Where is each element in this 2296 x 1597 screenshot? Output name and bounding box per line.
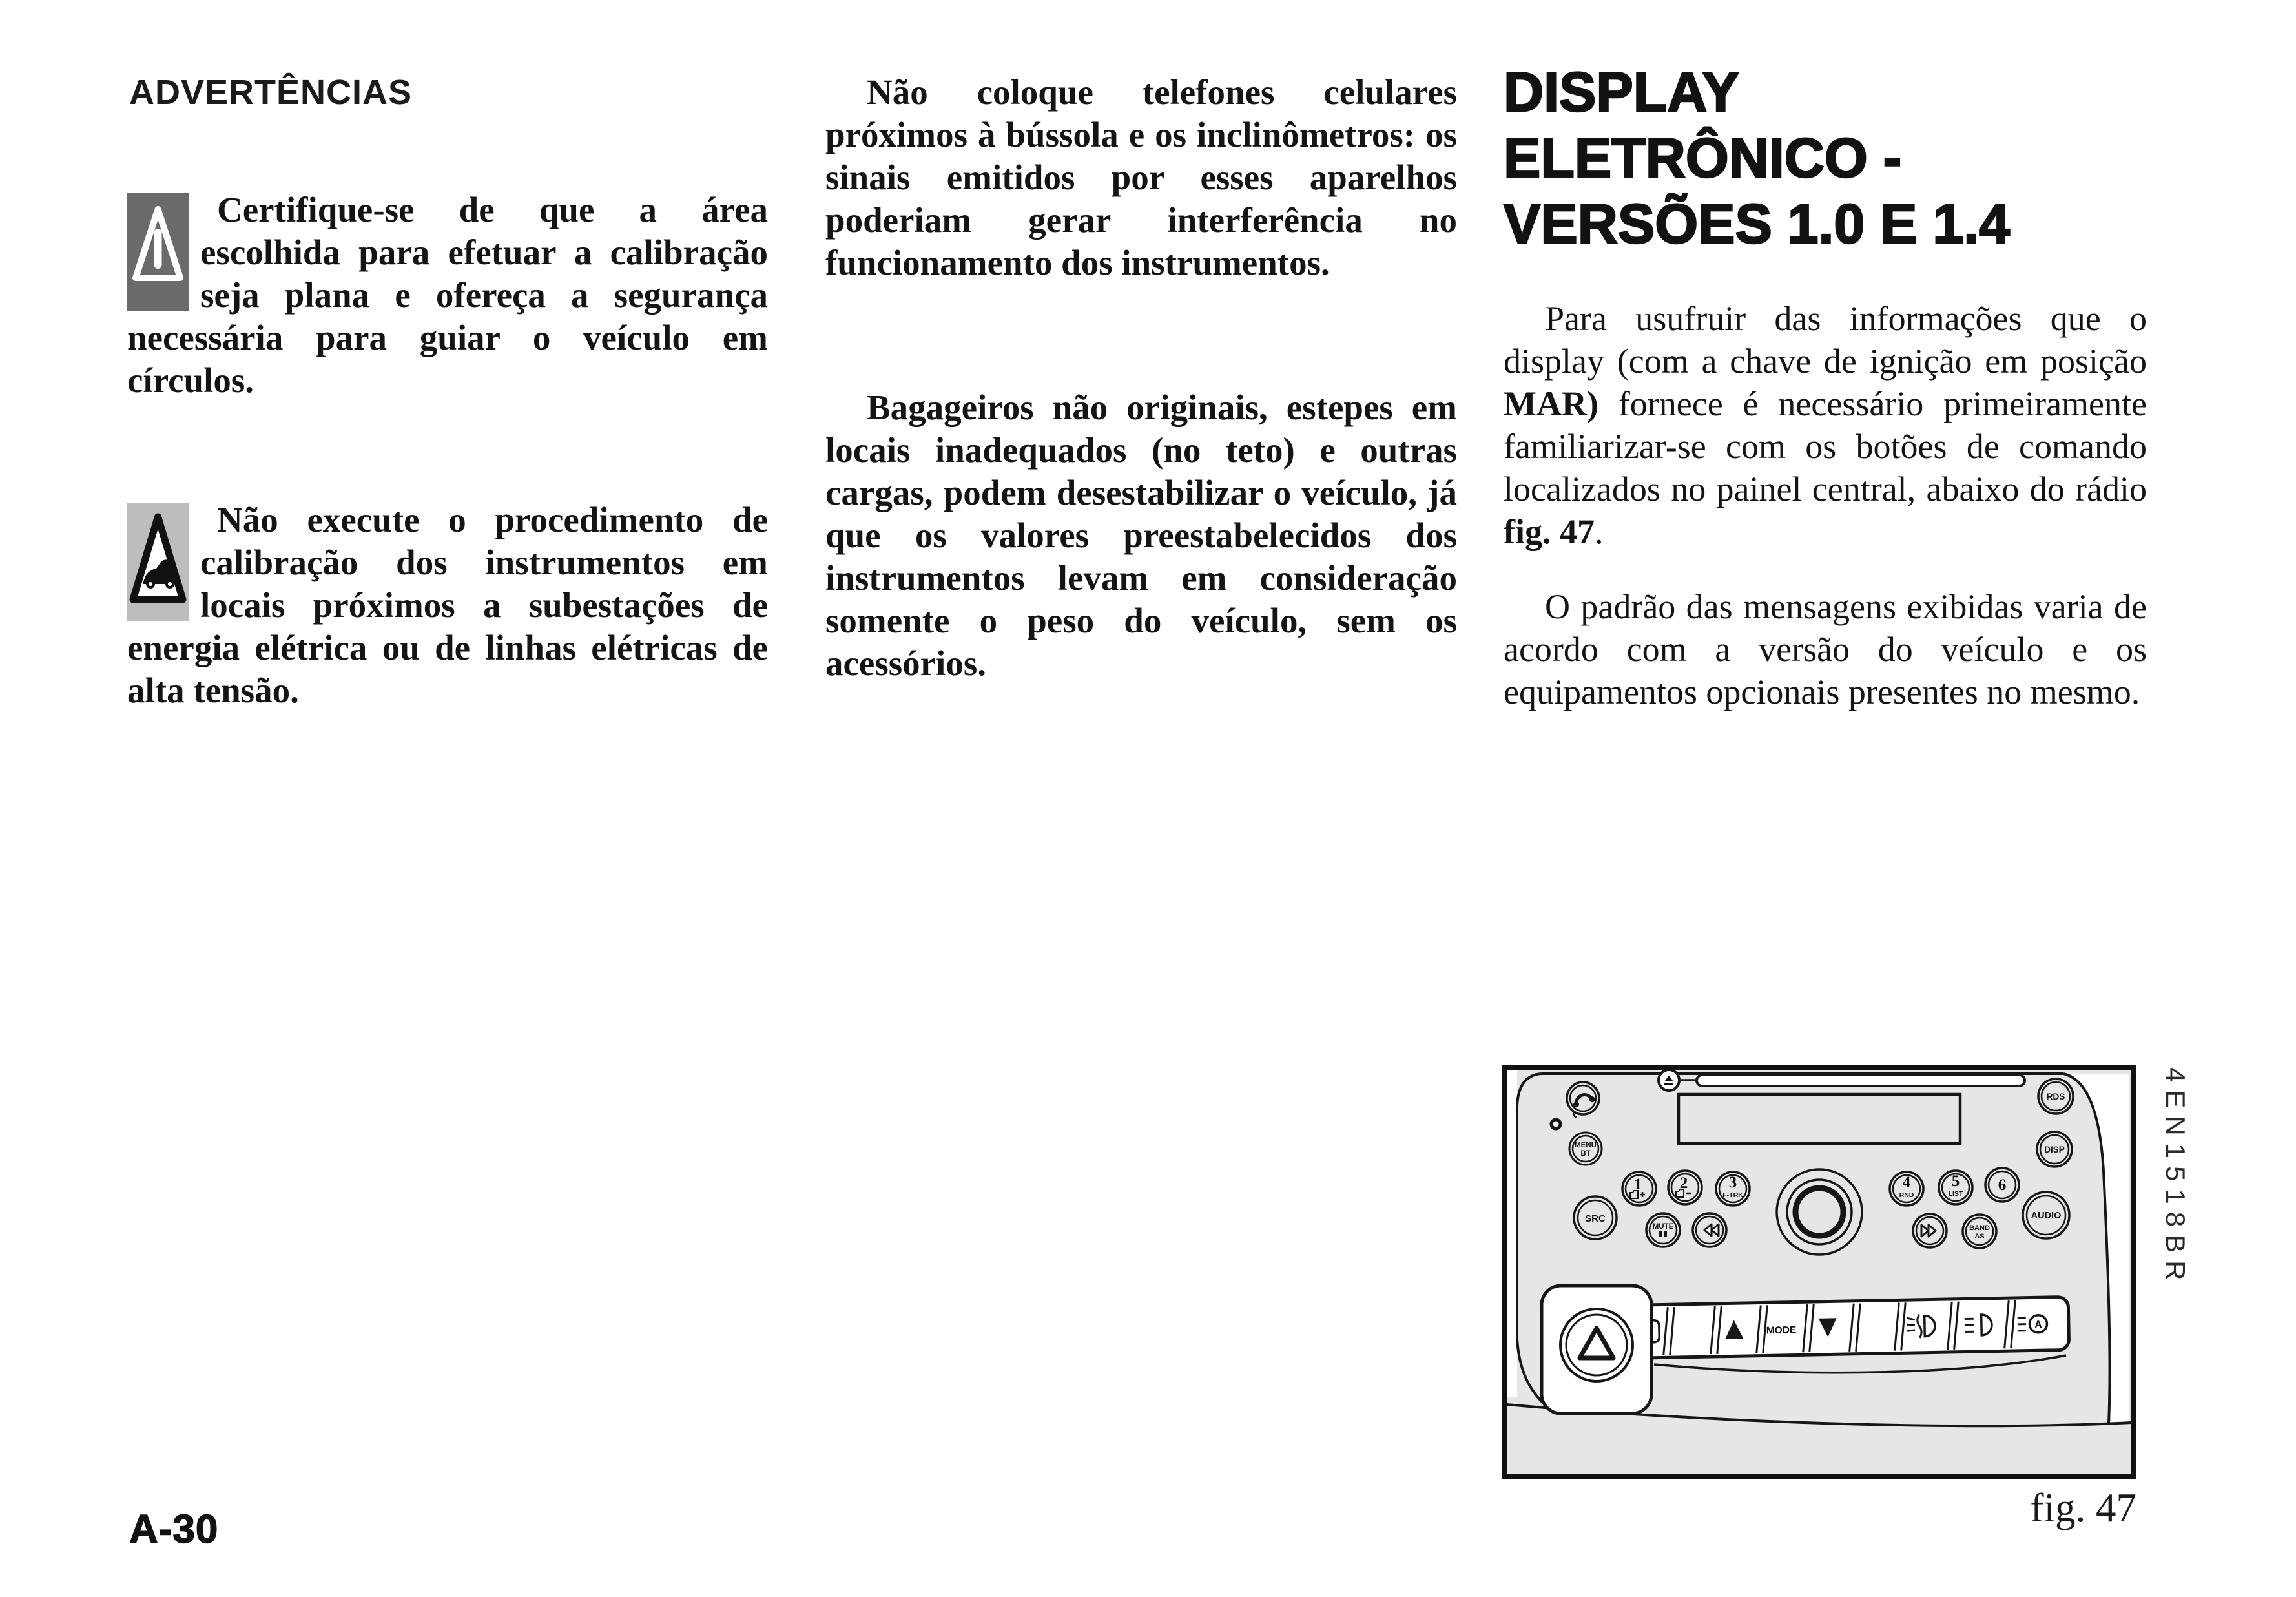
audio-label: AUDIO: [2031, 1211, 2062, 1221]
col2-paragraph-1: Não coloque telefones celulares próximos à bússola e os inclinômetros: os sinais emitidos por esses aparelhos poderiam gerar interferência no funcionamento dos instrumentos.: [825, 72, 1457, 282]
mode-button-label: MODE: [1766, 1324, 1797, 1337]
figure-caption: fig. 47: [2030, 1485, 2136, 1530]
band-label: BAND: [1969, 1224, 1990, 1232]
preset-2-label: 2: [1679, 1174, 1688, 1192]
radio-display: [1679, 1094, 1960, 1143]
heading-line-2: ELETRÔNICO -: [1504, 127, 1902, 189]
figure-reference-code: 4EN1518BR: [2160, 1067, 2191, 1288]
col2-paragraph-2: Bagageiros não originais, estepes em locais inadequados (no teto) e outras cargas, podem desestabilizar o veículo, já que os valores preestabelecidos dos instrumentos levam em consideração somente o peso do veículo, sem os acessórios.: [825, 388, 1457, 683]
auto-leveling-a-label: A: [2034, 1319, 2042, 1331]
preset-1-label: 1: [1633, 1176, 1642, 1193]
preset-5-label: 5: [1951, 1173, 1960, 1190]
para1-bold-mar: MAR): [1504, 384, 1598, 423]
eject-button: [1659, 1070, 1679, 1091]
section-heading-advertencias: ADVERTÊNCIAS: [129, 73, 413, 112]
list-label: LIST: [1948, 1190, 1963, 1198]
warning-block-2: [127, 499, 768, 712]
warning-2-text: Não execute o procedimento de calibração dos instrumentos em locais próximos a subestações de energia elétrica ou de linhas elétricas de alta tensão.: [127, 500, 768, 710]
cd-slot: [1697, 1075, 2025, 1086]
para1-mid: fornece é necessário primeiramente familiarizar-se com os botões de comando localizados no painel central, abaixo do rádio: [1504, 384, 2147, 508]
bt-label: BT: [1580, 1150, 1591, 1158]
mute-label: MUTE: [1652, 1223, 1674, 1231]
warning-1-text: Certifique-se de que a área escolhida para efetuar a calibração seja plana e ofereça a segurança necessária para guiar o veículo em círculos.: [127, 190, 768, 400]
para1-bold-fig47: fig. 47: [1504, 512, 1595, 551]
page-number: A-30: [129, 1507, 219, 1552]
para1-end: .: [1595, 512, 1604, 551]
f-trk-label: F-TRK: [1722, 1191, 1743, 1199]
rnd-label: RND: [1899, 1191, 1914, 1199]
preset-3-label: 3: [1728, 1174, 1737, 1191]
heading-line-3: VERSÕES 1.0 E 1.4: [1504, 193, 2010, 255]
src-label: SRC: [1585, 1213, 1606, 1224]
figure-47-radio-panel: [1502, 1065, 2136, 1479]
as-label: AS: [1974, 1233, 1985, 1240]
preset-6-label: 6: [1998, 1176, 2007, 1194]
heading-line-1: DISPLAY: [1504, 61, 1739, 123]
disp-label: DISP: [2044, 1145, 2065, 1154]
preset-4-label: 4: [1902, 1174, 1911, 1191]
radio-panel-drawing: [1502, 1065, 2136, 1479]
hazard-button: [1542, 1286, 1651, 1414]
col3-paragraph-1: [1504, 297, 2147, 553]
warning-car-icon: [127, 503, 189, 621]
section-heading-display-eletronico: [1504, 59, 2188, 257]
para1-pre: Para usufruir das informações que o display (com a chave de ignição em posição: [1504, 299, 2147, 381]
menu-label: MENU: [1575, 1142, 1597, 1149]
rds-label: RDS: [2046, 1092, 2065, 1101]
status-led: [1551, 1120, 1560, 1129]
warning-exclamation-icon: [127, 193, 189, 311]
lower-switch-strip: [1624, 1297, 2069, 1358]
col3-paragraph-2: O padrão das mensagens exibidas varia de acordo com a versão do veículo e os equipamentos opcionais presentes no mesmo.: [1504, 587, 2147, 711]
warning-block-1: [127, 189, 768, 402]
